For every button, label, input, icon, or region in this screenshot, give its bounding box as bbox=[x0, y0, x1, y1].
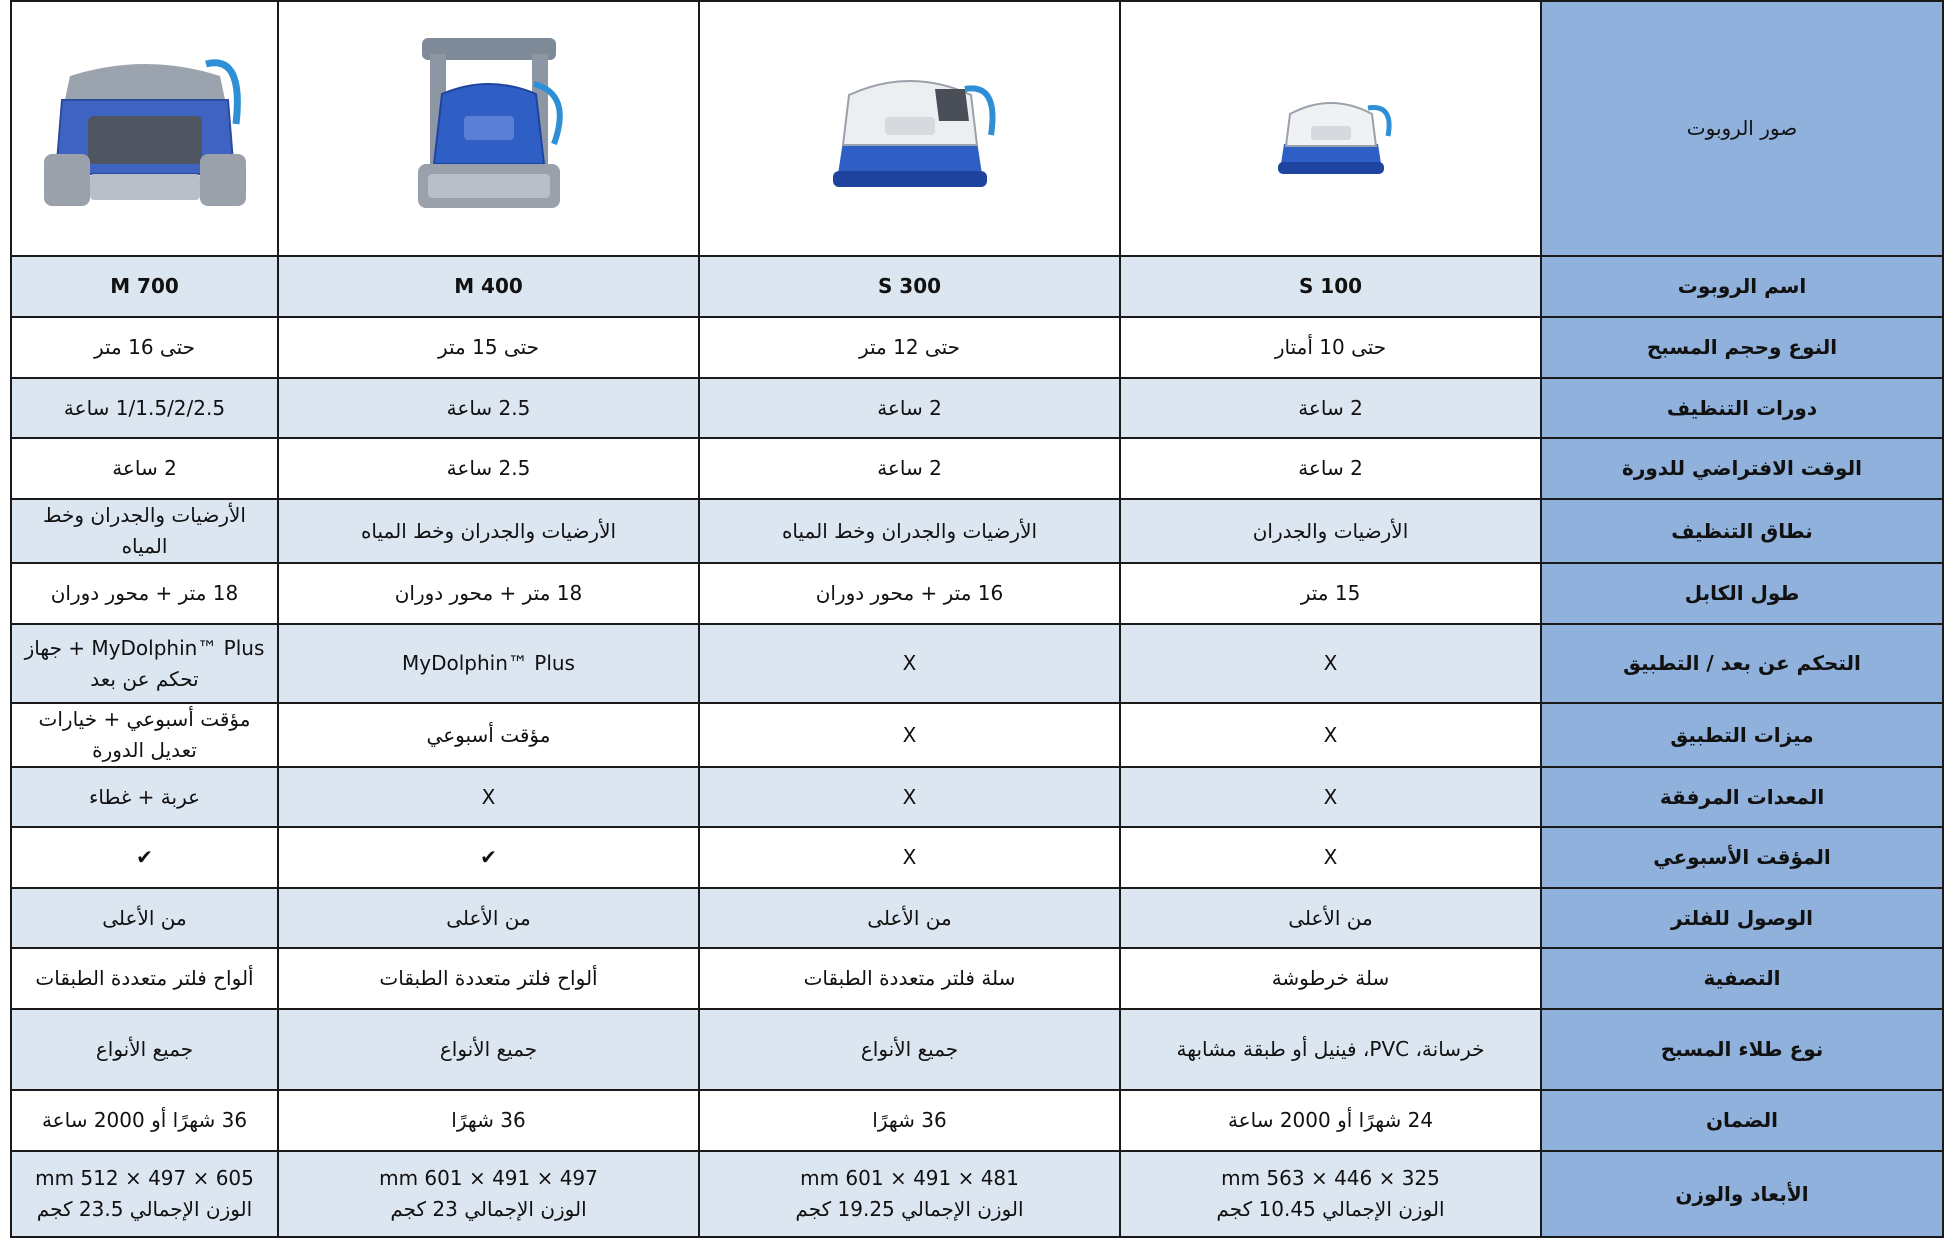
table-cell: X bbox=[278, 767, 699, 827]
table-row bbox=[11, 499, 1943, 563]
table-cell: MyDolphin™ Plus + جهاز تحكم عن بعد bbox=[11, 624, 278, 703]
table-cell: الأرضيات والجدران bbox=[1120, 499, 1541, 563]
table-row bbox=[11, 1009, 1943, 1090]
row-label: المؤقت الأسبوعي bbox=[1541, 827, 1943, 888]
robot-image-cell bbox=[278, 1, 699, 256]
table-cell: 36 شهرًا bbox=[278, 1090, 699, 1151]
table-cell: حتى 15 متر bbox=[278, 317, 699, 378]
robot-s300-image bbox=[815, 59, 1005, 199]
table-cell: 2 ساعة bbox=[699, 438, 1120, 499]
table-cell: جميع الأنواع bbox=[11, 1009, 278, 1090]
row-label: ميزات التطبيق bbox=[1541, 703, 1943, 767]
row-label: النوع وحجم المسبح bbox=[1541, 317, 1943, 378]
dimensions-text: mm 563 × 446 × 325 bbox=[1221, 1166, 1440, 1190]
dimensions-cell bbox=[699, 1151, 1120, 1237]
table-row bbox=[11, 827, 1943, 888]
weight-text: الوزن الإجمالي 23 كجم bbox=[390, 1197, 587, 1221]
table-cell: 2 ساعة bbox=[699, 378, 1120, 438]
table-cell: سلة فلتر متعددة الطبقات bbox=[699, 948, 1120, 1009]
row-label: اسم الروبوت bbox=[1541, 256, 1943, 317]
checkmark-icon: ✔ bbox=[11, 827, 278, 888]
table-cell: 18 متر + محور دوران bbox=[11, 563, 278, 624]
table-cell: 2.5 ساعة bbox=[278, 438, 699, 499]
row-label: التحكم عن بعد / التطبيق bbox=[1541, 624, 1943, 703]
table-row bbox=[11, 948, 1943, 1009]
model-name-cell: S 300 bbox=[699, 256, 1120, 317]
table-cell: حتى 10 أمتار bbox=[1120, 317, 1541, 378]
table-cell: سلة خرطوشة bbox=[1120, 948, 1541, 1009]
dimensions-text: mm 601 × 491 × 481 bbox=[800, 1166, 1019, 1190]
table-cell: من الأعلى bbox=[11, 888, 278, 948]
row-label: نوع طلاء المسبح bbox=[1541, 1009, 1943, 1090]
weight-text: الوزن الإجمالي 10.45 كجم bbox=[1216, 1197, 1445, 1221]
table-cell: مؤقت أسبوعي bbox=[278, 703, 699, 767]
table-cell: MyDolphin™ Plus bbox=[278, 624, 699, 703]
table-row bbox=[11, 1151, 1943, 1237]
table-cell: 36 شهرًا أو 2000 ساعة bbox=[11, 1090, 278, 1151]
table-cell: من الأعلى bbox=[1120, 888, 1541, 948]
table-row bbox=[11, 703, 1943, 767]
table-row bbox=[11, 888, 1943, 948]
table-row bbox=[11, 1090, 1943, 1151]
robot-images-row bbox=[11, 1, 1943, 256]
table-row bbox=[11, 378, 1943, 438]
table-cell: X bbox=[1120, 624, 1541, 703]
table-cell: 2 ساعة bbox=[1120, 378, 1541, 438]
robot-image-cell bbox=[1120, 1, 1541, 256]
table-cell: جميع الأنواع bbox=[278, 1009, 699, 1090]
table-cell: الأرضيات والجدران وخط المياه bbox=[11, 499, 278, 563]
table-cell: من الأعلى bbox=[699, 888, 1120, 948]
table-cell: X bbox=[699, 624, 1120, 703]
model-name-cell: M 400 bbox=[278, 256, 699, 317]
table-row bbox=[11, 438, 1943, 499]
row-label: صور الروبوت bbox=[1541, 1, 1943, 256]
row-label: دورات التنظيف bbox=[1541, 378, 1943, 438]
row-label: التصفية bbox=[1541, 948, 1943, 1009]
robot-image-cell bbox=[699, 1, 1120, 256]
table-cell: 18 متر + محور دوران bbox=[278, 563, 699, 624]
table-cell: X bbox=[1120, 767, 1541, 827]
row-label: الوقت الافتراضي للدورة bbox=[1541, 438, 1943, 499]
table-cell: 15 متر bbox=[1120, 563, 1541, 624]
table-cell: ألواح فلتر متعددة الطبقات bbox=[278, 948, 699, 1009]
dimensions-text: mm 601 × 491 × 497 bbox=[379, 1166, 598, 1190]
dimensions-text: mm 512 × 497 × 605 bbox=[35, 1166, 254, 1190]
robot-image-cell bbox=[11, 1, 278, 256]
row-label: الوصول للفلتر bbox=[1541, 888, 1943, 948]
weight-text: الوزن الإجمالي 19.25 كجم bbox=[795, 1197, 1024, 1221]
table-cell: خرسانة، PVC، فينيل أو طبقة مشابهة bbox=[1120, 1009, 1541, 1090]
table-row bbox=[11, 624, 1943, 703]
table-cell: 16 متر + محور دوران bbox=[699, 563, 1120, 624]
table-cell: عربة + غطاء bbox=[11, 767, 278, 827]
table-cell: 2 ساعة bbox=[11, 438, 278, 499]
robot-s100-image bbox=[1256, 74, 1406, 184]
table-row bbox=[11, 563, 1943, 624]
table-cell: X bbox=[699, 827, 1120, 888]
table-cell: 36 شهرًا bbox=[699, 1090, 1120, 1151]
checkmark-icon: ✔ bbox=[278, 827, 699, 888]
table-row bbox=[11, 256, 1943, 317]
table-cell: ألواح فلتر متعددة الطبقات bbox=[11, 948, 278, 1009]
robot-comparison-table bbox=[10, 0, 1944, 1238]
comparison-table-container bbox=[10, 0, 1942, 1233]
row-label: نطاق التنظيف bbox=[1541, 499, 1943, 563]
table-cell: مؤقت أسبوعي + خيارات تعديل الدورة bbox=[11, 703, 278, 767]
row-label: طول الكابل bbox=[1541, 563, 1943, 624]
table-cell: 2.5 ساعة bbox=[278, 378, 699, 438]
table-cell: 2 ساعة bbox=[1120, 438, 1541, 499]
table-cell: X bbox=[699, 767, 1120, 827]
table-cell: حتى 12 متر bbox=[699, 317, 1120, 378]
row-label: المعدات المرفقة bbox=[1541, 767, 1943, 827]
table-cell: 24 شهرًا أو 2000 ساعة bbox=[1120, 1090, 1541, 1151]
robot-m700-image bbox=[30, 34, 260, 224]
table-cell: من الأعلى bbox=[278, 888, 699, 948]
dimensions-cell bbox=[1120, 1151, 1541, 1237]
weight-text: الوزن الإجمالي 23.5 كجم bbox=[36, 1197, 253, 1221]
table-cell: الأرضيات والجدران وخط المياه bbox=[278, 499, 699, 563]
table-cell: جميع الأنواع bbox=[699, 1009, 1120, 1090]
dimensions-cell bbox=[278, 1151, 699, 1237]
robot-m400-image bbox=[394, 24, 584, 234]
table-cell: X bbox=[1120, 703, 1541, 767]
model-name-cell: M 700 bbox=[11, 256, 278, 317]
dimensions-cell bbox=[11, 1151, 278, 1237]
table-cell: الأرضيات والجدران وخط المياه bbox=[699, 499, 1120, 563]
model-name-cell: S 100 bbox=[1120, 256, 1541, 317]
table-row bbox=[11, 767, 1943, 827]
table-cell: 1/1.5/2/2.5 ساعة bbox=[11, 378, 278, 438]
row-label: الأبعاد والوزن bbox=[1541, 1151, 1943, 1237]
table-cell: X bbox=[699, 703, 1120, 767]
table-cell: حتى 16 متر bbox=[11, 317, 278, 378]
row-label: الضمان bbox=[1541, 1090, 1943, 1151]
table-cell: X bbox=[1120, 827, 1541, 888]
table-row bbox=[11, 317, 1943, 378]
